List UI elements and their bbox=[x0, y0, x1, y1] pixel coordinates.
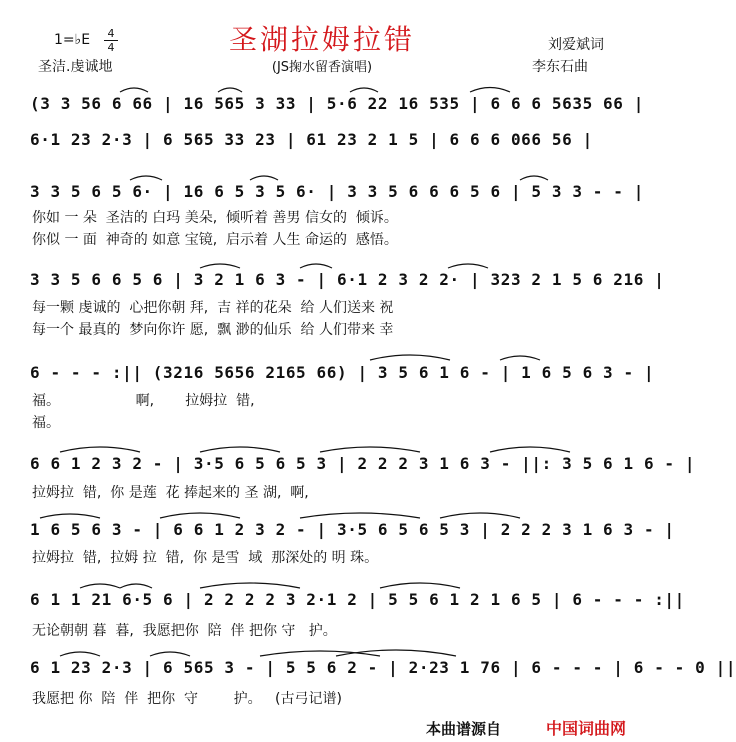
lyric-line: 你如 一 朵 圣洁的 白玛 美朵, 倾听着 善男 信女的 倾诉。 bbox=[32, 210, 398, 226]
slur-mark bbox=[80, 584, 120, 588]
slur-mark bbox=[380, 583, 460, 588]
slur-mark bbox=[490, 447, 570, 452]
score-line: 1 6 5 6 3 - | 6 6 1 2 3 2 - | 3·5 6 5 6 5 3 | 2 2 2 3 1 6 3 - | bbox=[30, 520, 675, 539]
slur-mark bbox=[320, 447, 420, 452]
time-signature bbox=[104, 28, 118, 53]
time-signature-bottom: 4 bbox=[107, 41, 115, 54]
slur-mark bbox=[130, 176, 162, 180]
score-line: 6 1 23 2·3 | 6 565 3 - | 5 5 6 2 - | 2·23 1 76 | 6 - - - | 6 - - 0 || bbox=[30, 658, 736, 677]
lyric-line: 每一颗 虔诚的 心把你朝 拜, 吉 祥的花朵 给 人们送来 祝 bbox=[32, 300, 394, 316]
performance-direction: 圣洁.虔诚地 bbox=[38, 59, 113, 75]
lyricist-credit: 刘爱斌词 bbox=[548, 37, 604, 53]
score-line: 6 - - - :|| (3216 5656 2165 66) | 3 5 6 1 6 - | 1 6 5 6 3 - | bbox=[30, 363, 655, 382]
slur-mark bbox=[40, 514, 100, 518]
slur-mark bbox=[448, 264, 488, 268]
slur-mark bbox=[200, 583, 300, 588]
composer-credit: 李东石曲 bbox=[532, 59, 588, 75]
lyric-line: 我愿把 你 陪 伴 把你 守 护。 (古弓记谱) bbox=[32, 691, 342, 707]
score-line: 3 3 5 6 6 5 6 | 3 2 1 6 3 - | 6·1 2 3 2 2· | 323 2 1 5 6 216 | bbox=[30, 270, 665, 289]
slur-mark bbox=[60, 447, 140, 452]
slur-mark bbox=[150, 652, 190, 656]
slur-mark bbox=[160, 513, 240, 518]
score-line: (3 3 56 6 66 | 16 565 3 33 | 5·6 22 16 535 | 6 6 6 5635 66 | bbox=[30, 94, 644, 113]
slur-mark bbox=[520, 176, 548, 180]
source-site-link[interactable]: 中国词曲网 bbox=[546, 719, 627, 738]
slur-mark bbox=[350, 88, 378, 92]
lyric-line: 福。 bbox=[32, 415, 60, 431]
slur-mark bbox=[300, 513, 420, 518]
slur-mark bbox=[500, 356, 540, 360]
key-signature: 1=♭E bbox=[54, 32, 91, 48]
lyric-line: 无论朝朝 暮 暮, 我愿把你 陪 伴 把你 守 护。 bbox=[32, 623, 337, 639]
slur-mark bbox=[120, 88, 148, 92]
lyric-line: 你似 一 面 神奇的 如意 宝镜, 启示着 人生 命运的 感悟。 bbox=[32, 232, 398, 248]
score-line: 6 1 1 21 6·5 6 | 2 2 2 2 3 2·1 2 | 5 5 6 1 2 1 6 5 | 6 - - - :|| bbox=[30, 590, 685, 609]
source-label: 本曲谱源自 bbox=[426, 720, 502, 738]
slur-mark bbox=[120, 584, 152, 588]
score-line: 3 3 5 6 5 6· | 16 6 5 3 5 6· | 3 3 5 6 6 6 5 6 | 5 3 3 - - | bbox=[30, 182, 644, 201]
slur-mark bbox=[370, 355, 450, 360]
slur-mark bbox=[200, 264, 240, 268]
page-title: 圣湖拉姆拉错 bbox=[228, 23, 415, 56]
lyric-line: 拉姆拉 错, 拉姆 拉 错, 你 是雪 域 那深处的 明 珠。 bbox=[32, 550, 379, 566]
lyric-line: 拉姆拉 错, 你 是莲 花 捧起来的 圣 湖, 啊, bbox=[32, 485, 309, 501]
slur-mark bbox=[300, 264, 332, 268]
slur-mark bbox=[250, 176, 278, 180]
lyric-line: 福。 啊, 拉姆拉 错, bbox=[32, 393, 255, 409]
slur-mark bbox=[470, 88, 510, 93]
time-signature-top: 4 bbox=[107, 27, 115, 40]
slur-mark bbox=[440, 513, 520, 518]
slur-mark bbox=[260, 651, 380, 656]
slur-mark bbox=[60, 652, 100, 656]
performer-credit: (JS掬水留香演唱) bbox=[271, 60, 373, 75]
slur-mark bbox=[200, 447, 280, 452]
score-line: 6 6 1 2 3 2 - | 3·5 6 5 6 5 3 | 2 2 2 3 1 6 3 - ||: 3 5 6 1 6 - | bbox=[30, 454, 696, 473]
score-line: 6·1 23 2·3 | 6 565 33 23 | 61 23 2 1 5 | 6 6 6 066 56 | bbox=[30, 130, 593, 149]
slur-mark bbox=[336, 650, 456, 656]
lyric-line: 每一个 最真的 梦向你许 愿, 飘 渺的仙乐 给 人们带来 幸 bbox=[32, 322, 394, 338]
slur-mark bbox=[218, 88, 242, 92]
